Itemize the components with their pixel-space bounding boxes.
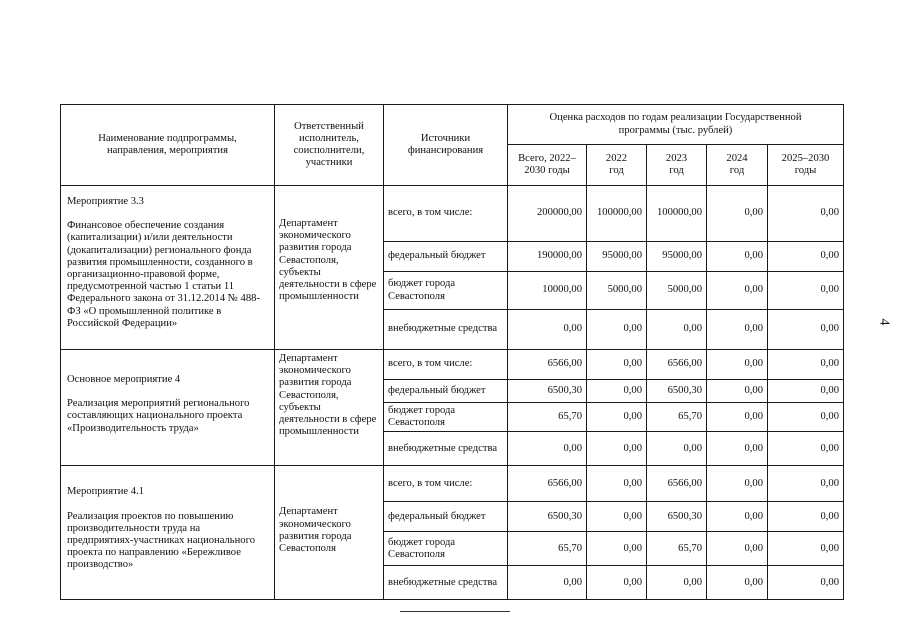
value-cell: 6566,00 bbox=[647, 350, 707, 380]
value-cell: 0,00 bbox=[707, 186, 768, 242]
value-cell: 0,00 bbox=[768, 502, 844, 532]
activity-title: Мероприятие 3.3 bbox=[67, 196, 144, 207]
value-cell: 100000,00 bbox=[587, 186, 647, 242]
value-cell: 5000,00 bbox=[587, 272, 647, 310]
source-cell: федеральный бюджет bbox=[384, 380, 508, 403]
value-cell: 0,00 bbox=[768, 186, 844, 242]
source-cell: бюджет города Севастополя bbox=[384, 532, 508, 566]
header-name: Наименование подпрограммы, направления, мероприятия bbox=[61, 105, 275, 186]
activity-title: Мероприятие 4.1 bbox=[67, 486, 144, 498]
value-cell: 0,00 bbox=[587, 502, 647, 532]
value-cell: 10000,00 bbox=[508, 272, 587, 310]
source-cell: всего, в том числе: bbox=[384, 466, 508, 502]
header-year-2023: 2023 год bbox=[647, 145, 707, 186]
value-cell: 0,00 bbox=[647, 310, 707, 350]
header-executor: Ответственный исполнитель, соисполнители, участники bbox=[275, 105, 384, 186]
value-cell: 0,00 bbox=[768, 380, 844, 403]
activity-title: Основное мероприятие 4 bbox=[67, 374, 181, 385]
value-cell: 95000,00 bbox=[647, 242, 707, 272]
header-estimate: Оценка расходов по годам реализации Государственной программы (тыс. рублей) bbox=[508, 105, 844, 145]
value-cell: 65,70 bbox=[508, 532, 587, 566]
table-row bbox=[61, 466, 844, 502]
value-cell: 0,00 bbox=[707, 403, 768, 432]
source-cell: бюджет города Севастополя bbox=[384, 272, 508, 310]
value-cell: 6500,30 bbox=[647, 380, 707, 403]
footnote-rule bbox=[400, 611, 510, 612]
value-cell: 0,00 bbox=[707, 380, 768, 403]
value-cell: 6500,30 bbox=[508, 380, 587, 403]
table-row bbox=[61, 350, 844, 380]
value-cell: 0,00 bbox=[587, 380, 647, 403]
activity-cell bbox=[61, 186, 275, 350]
value-cell: 0,00 bbox=[707, 566, 768, 600]
header-sources: Источники финансирования bbox=[384, 105, 508, 186]
value-cell: 0,00 bbox=[707, 466, 768, 502]
value-cell: 5000,00 bbox=[647, 272, 707, 310]
activity-description: Реализация мероприятий регионального составляющих национального проекта «Производительность труда» bbox=[67, 398, 250, 434]
value-cell: 0,00 bbox=[508, 566, 587, 600]
executor-cell: Департамент экономического развития города Севастополя bbox=[275, 466, 384, 600]
activity-description: Финансовое обеспечение создания (капитализации) и/или деятельности (докапитализации) регионального фонда развития промышленности, созданного в организационно-правовой форме, предусмотренной частью 1 статьи 11 Федерального закона от 31.12.2014 № 488-ФЗ «О промышленной политике в Российской Федерации» bbox=[67, 220, 260, 329]
value-cell: 0,00 bbox=[508, 310, 587, 350]
budget-table bbox=[60, 104, 844, 600]
table-row bbox=[61, 186, 844, 242]
value-cell: 6566,00 bbox=[508, 466, 587, 502]
source-cell: внебюджетные средства bbox=[384, 566, 508, 600]
value-cell: 190000,00 bbox=[508, 242, 587, 272]
value-cell: 0,00 bbox=[707, 242, 768, 272]
value-cell: 6566,00 bbox=[647, 466, 707, 502]
value-cell: 6500,30 bbox=[647, 502, 707, 532]
value-cell: 65,70 bbox=[647, 532, 707, 566]
value-cell: 0,00 bbox=[587, 566, 647, 600]
value-cell: 0,00 bbox=[587, 310, 647, 350]
value-cell: 0,00 bbox=[508, 432, 587, 466]
source-cell: федеральный бюджет bbox=[384, 502, 508, 532]
value-cell: 65,70 bbox=[508, 403, 587, 432]
value-cell: 0,00 bbox=[707, 432, 768, 466]
value-cell: 0,00 bbox=[768, 242, 844, 272]
source-cell: внебюджетные средства bbox=[384, 310, 508, 350]
value-cell: 0,00 bbox=[647, 432, 707, 466]
value-cell: 95000,00 bbox=[587, 242, 647, 272]
executor-cell: Департамент экономического развития города Севастополя, субъекты деятельности в сфере промышленности bbox=[275, 350, 384, 466]
value-cell: 0,00 bbox=[707, 272, 768, 310]
value-cell: 0,00 bbox=[587, 350, 647, 380]
value-cell: 0,00 bbox=[768, 466, 844, 502]
header-year-2024: 2024 год bbox=[707, 145, 768, 186]
header-year-2025-2030: 2025–2030 годы bbox=[768, 145, 844, 186]
value-cell: 0,00 bbox=[587, 532, 647, 566]
source-cell: всего, в том числе: bbox=[384, 186, 508, 242]
activity-cell bbox=[61, 466, 275, 600]
value-cell: 6566,00 bbox=[508, 350, 587, 380]
source-cell: бюджет города Севастополя bbox=[384, 403, 508, 432]
value-cell: 0,00 bbox=[768, 566, 844, 600]
value-cell: 0,00 bbox=[768, 272, 844, 310]
activity-description: Реализация проектов по повышению производительности труда на предприятиях-участниках национального проекта по направлению «Бережливое производство» bbox=[67, 510, 255, 571]
value-cell: 0,00 bbox=[768, 532, 844, 566]
value-cell: 0,00 bbox=[768, 403, 844, 432]
header-year-2022: 2022 год bbox=[587, 145, 647, 186]
value-cell: 200000,00 bbox=[508, 186, 587, 242]
value-cell: 0,00 bbox=[587, 432, 647, 466]
header-year-total: Всего, 2022–2030 годы bbox=[508, 145, 587, 186]
value-cell: 0,00 bbox=[647, 566, 707, 600]
value-cell: 0,00 bbox=[707, 350, 768, 380]
value-cell: 0,00 bbox=[768, 310, 844, 350]
value-cell: 65,70 bbox=[647, 403, 707, 432]
value-cell: 0,00 bbox=[587, 403, 647, 432]
value-cell: 0,00 bbox=[768, 432, 844, 466]
source-cell: федеральный бюджет bbox=[384, 242, 508, 272]
value-cell: 100000,00 bbox=[647, 186, 707, 242]
source-cell: всего, в том числе: bbox=[384, 350, 508, 380]
executor-cell: Департамент экономического развития города Севастополя, субъекты деятельности в сфере промышленности bbox=[275, 186, 384, 350]
value-cell: 0,00 bbox=[587, 466, 647, 502]
source-cell: внебюджетные средства bbox=[384, 432, 508, 466]
value-cell: 0,00 bbox=[768, 350, 844, 380]
value-cell: 0,00 bbox=[707, 310, 768, 350]
page-number: 4 bbox=[876, 318, 892, 326]
activity-cell bbox=[61, 350, 275, 466]
value-cell: 6500,30 bbox=[508, 502, 587, 532]
value-cell: 0,00 bbox=[707, 532, 768, 566]
value-cell: 0,00 bbox=[707, 502, 768, 532]
